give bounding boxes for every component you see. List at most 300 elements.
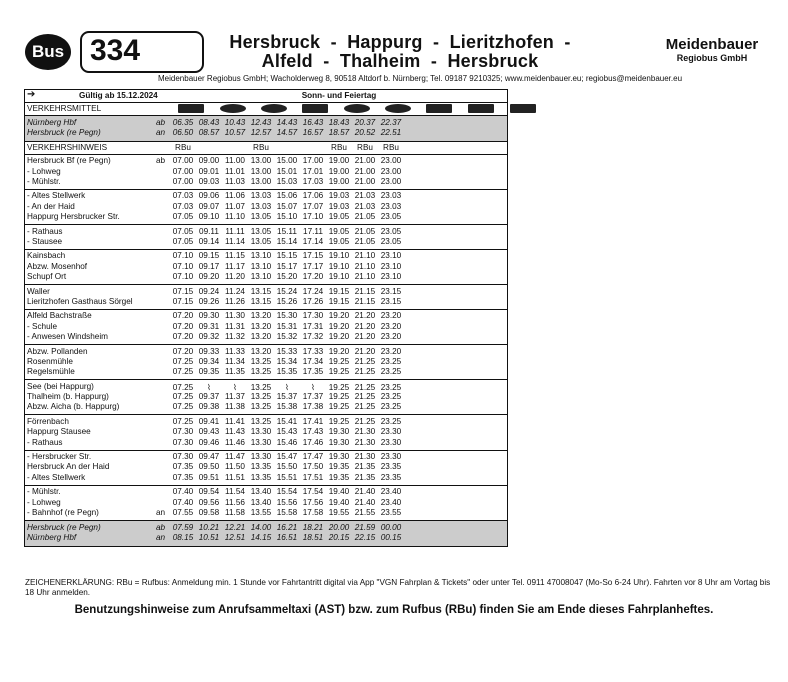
vehicle-row [25, 103, 507, 116]
departure-time: 13.25 [250, 367, 272, 377]
departure-time: 11.24 [225, 286, 245, 296]
stop-row [25, 202, 507, 212]
stop-row [25, 212, 507, 222]
departure-time: 19.00 [328, 177, 350, 187]
stop-group [25, 155, 507, 189]
departure-times [170, 322, 404, 331]
departure-time: 19.25 [328, 367, 350, 377]
notes-row [25, 142, 507, 155]
departure-time: 08.43 [198, 118, 220, 127]
departure-time: 09.43 [198, 427, 220, 437]
departure-time: 19.00 [328, 156, 350, 166]
stop-row [25, 332, 507, 342]
departure-times [170, 118, 404, 127]
departure-time: 13.20 [250, 321, 272, 331]
departure-time: 07.03 [172, 201, 194, 211]
header-row [25, 90, 507, 103]
stop-name: - Lohweg [27, 166, 61, 176]
departure-time: 11.47 [225, 452, 245, 462]
company-logo [652, 37, 772, 63]
vehicle-label: VERKEHRSMITTEL [27, 104, 102, 113]
departure-time: 18.21 [302, 522, 324, 532]
departure-time: 21.10 [354, 251, 376, 261]
departure-time: 19.05 [328, 212, 350, 222]
departure-time: 07.25 [172, 382, 194, 392]
departure-time: 09.32 [198, 332, 220, 342]
departure-time: 09.34 [198, 356, 220, 366]
departure-time: 22.15 [354, 533, 376, 543]
departure-time: 11.51 [225, 472, 245, 482]
stop-name: Nürnberg Hbf [27, 533, 77, 543]
stop-row [25, 487, 507, 497]
departure-time: 23.35 [380, 472, 402, 482]
departure-time: 23.25 [380, 356, 402, 366]
departure-time: 10.51 [198, 533, 220, 543]
departure-times [170, 427, 404, 436]
departure-time: 19.05 [328, 226, 350, 236]
departure-time: 15.54 [276, 487, 298, 497]
departure-time: ⌇ [233, 382, 237, 392]
departure-time: 23.30 [380, 437, 402, 447]
stop-row [25, 297, 507, 307]
departure-time: 17.32 [302, 332, 324, 342]
departure-time: 08.15 [172, 533, 194, 543]
departure-time: 19.05 [328, 237, 350, 247]
departure-times [170, 311, 404, 320]
departure-time: 21.25 [354, 367, 376, 377]
departure-time: 07.25 [172, 402, 194, 412]
departure-time: 07.00 [172, 177, 194, 187]
departure-time: 19.00 [328, 166, 350, 176]
line-number: 334 [90, 34, 141, 67]
departure-time: 19.10 [328, 251, 350, 261]
legend: ZEICHENERKLÄRUNG: RBu = Rufbus: Anmeldung min. 1 Stunde vor Fahrtantritt digital via App "VGN Fahrplan & Tickets" oder unter Tel. 0911 47008047 (Mo-So 6-24 Uhr). Fahrten vor 8 Uhr am Vortag bis 18 Uhr anmelden. [25, 578, 771, 597]
departure-time: 11.26 [225, 296, 245, 306]
departure-time: 15.20 [276, 272, 298, 282]
stop-row [25, 498, 507, 508]
departure-time: 23.10 [380, 261, 402, 271]
departure-time: 09.14 [198, 237, 220, 247]
departure-time: 13.35 [250, 472, 272, 482]
departure-time: 11.11 [225, 226, 245, 236]
departure-time: 11.56 [225, 497, 245, 507]
departure-time: 15.47 [276, 452, 298, 462]
departure-time: 23.25 [380, 402, 402, 412]
departure-time: 17.20 [302, 272, 324, 282]
departure-time: 17.17 [302, 261, 324, 271]
departure-time: 17.37 [302, 392, 324, 402]
bus-label: Bus [31, 42, 65, 61]
departure-time: 11.15 [225, 251, 245, 261]
departure-time: 19.30 [328, 427, 350, 437]
departure-times [170, 357, 404, 366]
departure-time: 20.37 [354, 118, 376, 127]
departure-time: 17.10 [302, 212, 324, 222]
company-name: Meidenbauer [665, 36, 759, 53]
departure-time: 19.10 [328, 272, 350, 282]
stop-name: Nürnberg Hbf [27, 118, 77, 127]
departure-time: 17.30 [302, 311, 324, 321]
departure-time: ⌇ [285, 382, 289, 392]
note-value: RBu [357, 142, 373, 152]
note-value: RBu [331, 142, 347, 152]
departure-time: 18.43 [328, 118, 350, 127]
departure-time: 17.50 [302, 462, 324, 472]
departure-time: 13.55 [250, 508, 272, 517]
departure-time: 15.10 [276, 212, 298, 222]
minibus-icon [468, 104, 494, 113]
stop-row [25, 417, 507, 427]
departure-time: 07.10 [172, 261, 194, 271]
bus-icon [261, 104, 287, 113]
departure-time: 17.46 [302, 437, 324, 447]
departure-time: 14.15 [250, 533, 272, 543]
stop-row [25, 452, 507, 462]
connection-row [25, 128, 507, 138]
departure-time: 19.20 [328, 321, 350, 331]
stop-name: Abzw. Aicha (b. Happurg) [27, 402, 120, 412]
departure-time: 07.25 [172, 416, 194, 426]
departure-time: 09.24 [198, 286, 220, 296]
departure-time: 13.30 [250, 427, 272, 437]
stop-name: - Mühlstr. [27, 487, 61, 497]
departure-time: 13.20 [250, 311, 272, 321]
departure-time: 07.40 [172, 487, 194, 497]
departure-time: 09.06 [198, 191, 220, 201]
departure-time: 15.00 [276, 156, 298, 166]
departure-time: 23.15 [380, 286, 402, 296]
departure-time: 19.20 [328, 332, 350, 342]
departure-time: 13.25 [250, 402, 272, 412]
departure-time: 19.25 [328, 416, 350, 426]
departure-time: 21.15 [354, 296, 376, 306]
departure-time: 21.40 [354, 497, 376, 507]
departure-time: 13.15 [250, 296, 272, 306]
departure-times [170, 487, 404, 496]
vehicle-icons [170, 104, 544, 113]
departure-time: 10.57 [224, 128, 246, 138]
departure-time: 15.31 [276, 321, 298, 331]
departure-time: 17.15 [302, 251, 324, 261]
departure-time: 17.51 [302, 472, 324, 482]
departure-time: ⌇ [207, 382, 211, 392]
departure-times [170, 212, 404, 221]
departure-time: 15.07 [276, 201, 298, 211]
stop-row [25, 438, 507, 448]
stop-group [25, 379, 507, 414]
stop-row [25, 347, 507, 357]
departure-time: 23.25 [380, 416, 402, 426]
stop-row [25, 392, 507, 402]
departure-time: 13.20 [250, 332, 272, 342]
stop-name: - Altes Stellwerk [27, 191, 86, 201]
departure-time: 20.52 [354, 128, 376, 138]
stop-row [25, 357, 507, 367]
departure-time: 17.34 [302, 356, 324, 366]
departure-time: 21.15 [354, 286, 376, 296]
stop-name: Waller [27, 286, 50, 296]
departure-times [170, 417, 404, 426]
departure-times [170, 402, 404, 411]
departure-time: 15.35 [276, 367, 298, 377]
departure-time: 11.34 [225, 356, 245, 366]
departure-time: 23.40 [380, 497, 402, 507]
departure-times [170, 167, 404, 176]
departure-time: 14.57 [276, 128, 298, 138]
arrival-departure-flag: an [156, 533, 166, 543]
connection-row [25, 533, 507, 543]
departure-time: 20.00 [328, 522, 350, 532]
departure-time: 07.15 [172, 286, 194, 296]
departure-time: 09.54 [198, 487, 220, 497]
departure-times [170, 392, 404, 401]
departure-time: 07.35 [172, 462, 194, 472]
departure-time: 07.15 [172, 296, 194, 306]
stop-name: - Schule [27, 321, 58, 331]
arrival-departure-flag: an [156, 128, 166, 138]
departure-time: 16.51 [276, 533, 298, 543]
departure-time: 21.10 [354, 261, 376, 271]
departure-time: 07.30 [172, 452, 194, 462]
departure-times [170, 452, 404, 461]
minibus-icon [178, 104, 204, 113]
departure-time: 23.30 [380, 427, 402, 437]
stop-row [25, 227, 507, 237]
departure-time: 23.20 [380, 332, 402, 342]
departure-time: 19.10 [328, 261, 350, 271]
departure-time: 11.30 [225, 311, 245, 321]
stop-row [25, 508, 507, 518]
departure-time: 07.40 [172, 497, 194, 507]
departure-time: 19.20 [328, 311, 350, 321]
departure-time: 15.43 [276, 427, 298, 437]
stop-name: Hersbruck An der Haid [27, 462, 110, 472]
departure-time: 18.57 [328, 128, 350, 138]
departure-time: 12.57 [250, 128, 272, 138]
departure-time: 23.03 [380, 191, 402, 201]
departure-time: 11.58 [225, 508, 245, 517]
departure-time: 12.43 [250, 118, 272, 127]
departure-time: 12.21 [224, 522, 246, 532]
departure-time: 19.35 [328, 472, 350, 482]
stop-name: - Altes Stellwerk [27, 472, 86, 482]
stop-name: - Bahnhof (re Pegn) [27, 508, 99, 517]
stop-name: Hersbruck (re Pegn) [27, 128, 101, 138]
departure-time: 07.30 [172, 427, 194, 437]
departure-time: 21.20 [354, 311, 376, 321]
departure-time: 13.25 [250, 416, 272, 426]
departure-time: 17.56 [302, 497, 324, 507]
departure-time: 23.03 [380, 201, 402, 211]
departure-time: 23.15 [380, 296, 402, 306]
stop-name: - Rathaus [27, 226, 63, 236]
route-title [205, 33, 595, 71]
departure-time: 11.17 [225, 261, 245, 271]
stop-row [25, 272, 507, 282]
departure-time: 17.06 [302, 191, 324, 201]
departure-time: 19.25 [328, 402, 350, 412]
departure-time: 07.05 [172, 237, 194, 247]
departure-time: 09.37 [198, 392, 220, 402]
departure-time: 21.40 [354, 487, 376, 497]
departure-times [170, 251, 404, 260]
departure-time: 07.05 [172, 212, 194, 222]
departure-time: 15.33 [276, 346, 298, 356]
departure-times [170, 128, 404, 137]
departure-time: 15.06 [276, 191, 298, 201]
stop-group [25, 450, 507, 485]
departure-time: 15.14 [276, 237, 298, 247]
departure-time: 23.05 [380, 226, 402, 236]
departure-time: 23.35 [380, 462, 402, 472]
departure-times [170, 473, 404, 482]
departure-time: 17.01 [302, 166, 324, 176]
stop-name: Regelsmühle [27, 367, 75, 377]
departure-time: 09.31 [198, 321, 220, 331]
departure-time: 00.15 [380, 533, 402, 543]
stop-group [25, 485, 507, 520]
stop-name: Abzw. Pollanden [27, 346, 88, 356]
stop-row [25, 251, 507, 261]
departure-time: 15.37 [276, 392, 298, 402]
minibus-icon [426, 104, 452, 113]
departure-time: 19.03 [328, 191, 350, 201]
departure-time: 19.25 [328, 392, 350, 402]
departure-time: 09.58 [198, 508, 220, 517]
departure-time: 17.35 [302, 367, 324, 377]
stop-name: - Anwesen Windsheim [27, 332, 108, 342]
departure-times [170, 272, 404, 281]
departure-time: 14.00 [250, 522, 272, 532]
departure-time: 19.20 [328, 346, 350, 356]
departure-time: 07.00 [172, 166, 194, 176]
departure-time: 19.30 [328, 437, 350, 447]
top-connection-block [25, 116, 507, 142]
departure-time: 21.05 [354, 212, 376, 222]
departure-time: 07.20 [172, 311, 194, 321]
departure-time: 11.35 [225, 367, 245, 377]
valid-from: Gültig ab 15.12.2024 [79, 91, 158, 100]
departure-time: 07.00 [172, 156, 194, 166]
stop-row [25, 402, 507, 412]
departure-time: 19.55 [328, 508, 350, 517]
stop-row [25, 462, 507, 472]
departure-time: 11.01 [225, 166, 245, 176]
departure-time: 15.32 [276, 332, 298, 342]
departure-time: 07.20 [172, 332, 194, 342]
departure-time: 07.30 [172, 437, 194, 447]
departure-time: 13.20 [250, 346, 272, 356]
departure-time: 07.25 [172, 367, 194, 377]
departure-time: 23.25 [380, 392, 402, 402]
departure-time: 13.40 [250, 487, 272, 497]
departure-time: 21.25 [354, 402, 376, 412]
departure-time: 21.03 [354, 191, 376, 201]
departure-time: 13.10 [250, 251, 272, 261]
stop-name: Alfeld Bachstraße [27, 311, 92, 321]
route-line-1: Hersbruck - Happurg - Lieritzhofen - [229, 32, 571, 52]
departure-time: 07.20 [172, 321, 194, 331]
departure-time: 21.05 [354, 237, 376, 247]
departure-time: 21.20 [354, 332, 376, 342]
stop-name: - An der Haid [27, 201, 75, 211]
departure-time: 11.03 [225, 177, 245, 187]
departure-time: 17.03 [302, 177, 324, 187]
departure-time: 21.35 [354, 472, 376, 482]
departure-time: 21.55 [354, 508, 376, 517]
departure-time: 13.40 [250, 497, 272, 507]
connection-row [25, 118, 507, 128]
stop-name: Lieritzhofen Gasthaus Sörgel [27, 296, 133, 306]
departure-time: 10.21 [198, 522, 220, 532]
departure-times [170, 498, 404, 507]
departure-time: 13.03 [250, 201, 272, 211]
departure-time: 23.00 [380, 177, 402, 187]
departure-time: 13.05 [250, 212, 272, 222]
stop-name: Schupf Ort [27, 272, 67, 282]
connection-row [25, 523, 507, 533]
departure-time: 21.59 [354, 522, 376, 532]
departure-time: 15.50 [276, 462, 298, 472]
stop-group [25, 284, 507, 309]
departure-time: 15.17 [276, 261, 298, 271]
departure-time: 07.25 [172, 392, 194, 402]
departure-time: 15.56 [276, 497, 298, 507]
departure-times [170, 347, 404, 356]
departure-times [170, 438, 404, 447]
departure-time: 23.20 [380, 321, 402, 331]
departure-times [170, 202, 404, 211]
departure-time: 19.40 [328, 487, 350, 497]
stop-name: Hersbruck (re Pegn) [27, 522, 101, 532]
departure-times [170, 262, 404, 271]
stop-group [25, 414, 507, 449]
stop-name: - Stausee [27, 237, 63, 247]
departure-time: 09.47 [198, 452, 220, 462]
departure-time: 09.50 [198, 462, 220, 472]
departure-time: 17.07 [302, 201, 324, 211]
departure-time: 11.14 [225, 237, 245, 247]
departure-time: 13.35 [250, 462, 272, 472]
bottom-connection-block [25, 520, 507, 546]
departure-time: 13.30 [250, 452, 272, 462]
departure-time: 21.30 [354, 437, 376, 447]
departure-time: 07.59 [172, 522, 194, 532]
departure-time: 22.37 [380, 118, 402, 127]
departure-time: 14.43 [276, 118, 298, 127]
departure-time: 15.03 [276, 177, 298, 187]
departure-times [170, 287, 404, 296]
stop-name: - Rathaus [27, 437, 63, 447]
departure-time: 23.30 [380, 452, 402, 462]
departure-time: 13.15 [250, 286, 272, 296]
stop-group [25, 344, 507, 379]
departure-time: 23.25 [380, 367, 402, 377]
stop-name: Hersbruck Bf (re Pegn) [27, 156, 111, 166]
departure-time: 19.03 [328, 201, 350, 211]
departure-time: 00.00 [380, 522, 402, 532]
stop-name: - Mühlstr. [27, 177, 61, 187]
stop-row [25, 382, 507, 392]
departure-time: 11.32 [225, 332, 245, 342]
departure-time: 15.24 [276, 286, 298, 296]
departure-time: 21.25 [354, 416, 376, 426]
departure-time: 15.11 [277, 226, 297, 236]
departure-time: 17.38 [302, 402, 324, 412]
departure-time: 21.35 [354, 462, 376, 472]
day-type: Sonn- und Feiertag [301, 91, 377, 100]
departure-time: 09.38 [198, 402, 220, 412]
